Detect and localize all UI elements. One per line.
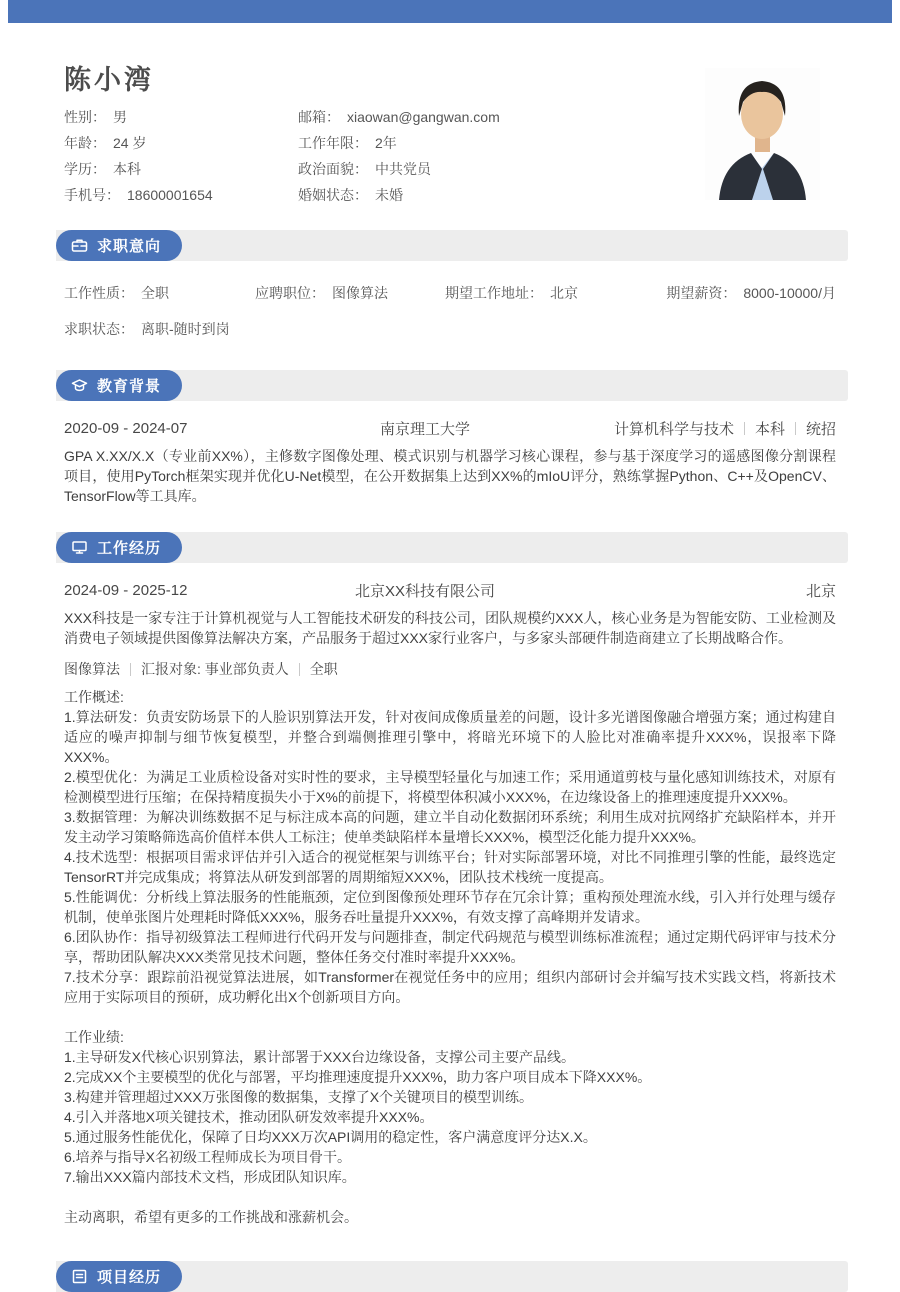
overview-item: 1.算法研发：负责安防场景下的人脸识别算法开发，针对夜间成像质量差的问题，设计多光谱图像融合增强方案；通过构建自适应的噪声抑制与细节恢复模型，并整合到端侧推理引擎中，将暗光环境下的人脸比对准确率提升XXX%，误报率下降XXX%。	[64, 709, 836, 765]
education-description: GPA X.XX/X.X（专业前XX%），主修数字图像处理、模式识别与机器学习核心课程，参与基于深度学习的遥感图像分割课程项目，使用PyTorch框架实现并优化U-Net模型，在公开数据集上达到XX%的mIoU评分，熟练掌握Python、C++及OpenCV、TensorFlow等工具库。	[64, 448, 836, 504]
field-label: 期望工作地址：	[445, 285, 543, 301]
achievement-item: 3.构建并管理超过XXX万张图像的数据集，支撑了X个关键项目的模型训练。	[64, 1089, 534, 1105]
basic-info-grid	[64, 104, 624, 208]
info-label: 婚姻状态：	[298, 187, 368, 203]
graduation-cap-icon	[71, 377, 88, 394]
education-major: 计算机科学与技术	[613, 421, 734, 438]
work-description	[64, 687, 836, 1227]
section-title: 工作经历	[97, 540, 162, 557]
info-value: 24 岁	[113, 135, 147, 151]
info-label: 手机号：	[64, 187, 120, 203]
section-work-band	[56, 532, 848, 563]
field-value: 北京	[550, 285, 578, 301]
info-label: 学历：	[64, 161, 106, 177]
info-work-years	[298, 130, 624, 156]
info-phone	[64, 182, 298, 208]
section-projects-pill	[56, 1261, 182, 1292]
document-icon	[71, 1268, 88, 1285]
info-value: 未婚	[375, 187, 403, 203]
overview-item: 4.技术选型：根据项目需求评估并引入适合的视觉框架与训练平台；针对实际部署环境，对比不同推理引擎的性能，最终选定TensorRT并完成集成；将算法从研发到部署的周期缩短XXX%，团队技术栈统一度提高。	[64, 849, 836, 885]
candidate-name: 陈小湾	[64, 65, 154, 95]
work-position: 图像算法	[64, 661, 120, 677]
info-label: 性别：	[64, 109, 106, 125]
info-value: xiaowan@gangwan.com	[347, 109, 500, 125]
achievements-label: 工作业绩:	[64, 1029, 124, 1045]
work-type: 全职	[309, 661, 338, 677]
section-education-band	[56, 370, 848, 401]
info-value: 中共党员	[375, 161, 431, 177]
top-accent-bar	[8, 0, 892, 23]
achievement-item: 1.主导研发X代核心识别算法，累计部署于XXX台边缘设备，支撑公司主要产品线。	[64, 1049, 576, 1065]
profile-photo	[705, 68, 820, 200]
field-job-status	[64, 319, 230, 339]
overview-label: 工作概述:	[64, 689, 124, 705]
overview-item: 6.团队协作：指导初级算法工程师进行代码开发与问题排查，制定代码规范与模型训练标准流程；通过定期代码评审与技术分享，帮助团队解决XXX类常见技术问题，整体任务交付准时率提升XXX%。	[64, 929, 836, 965]
monitor-icon	[71, 539, 88, 556]
info-education-level	[64, 156, 298, 182]
section-title: 项目经历	[97, 1269, 162, 1286]
education-meta	[556, 418, 836, 439]
job-intent-row-1	[64, 283, 836, 303]
education-entry-row	[64, 418, 836, 439]
work-entry-row	[64, 580, 836, 601]
overview-item: 3.数据管理：为解决训练数据不足与标注成本高的问题，建立半自动化数据闭环系统；利用生成对抗网络扩充缺陷样本，并开发主动学习策略筛选高价值样本供人工标注；使单类缺陷样本量增长XXX%，模型泛化能力提升XXX%。	[64, 809, 836, 845]
overview-item: 5.性能调优：分析线上算法服务的性能瓶颈，定位到图像预处理环节存在冗余计算；重构预处理流水线，引入并行处理与缓存机制，使单张图片处理耗时降低XXX%，服务吞吐量提升XXX%，有效支撑了高峰期并发请求。	[64, 889, 836, 925]
divider	[130, 663, 131, 676]
info-value: 2年	[375, 135, 397, 151]
info-gender	[64, 104, 298, 130]
info-value: 18600001654	[127, 187, 213, 203]
work-company: 北京XX科技有限公司	[354, 583, 495, 600]
achievement-item: 5.通过服务性能优化，保障了日均XXX万次API调用的稳定性，客户满意度评分达X.X。	[64, 1129, 597, 1145]
section-title: 求职意向	[97, 238, 162, 255]
info-political-status	[298, 156, 624, 182]
field-value: 全职	[141, 285, 169, 301]
divider	[744, 422, 745, 435]
field-label: 求职状态：	[64, 321, 134, 337]
info-label: 年龄：	[64, 135, 106, 151]
work-location: 北京	[805, 583, 836, 600]
info-label: 工作年限：	[298, 135, 368, 151]
leaving-reason: 主动离职，希望有更多的工作挑战和涨薪机会。	[64, 1209, 358, 1225]
achievement-item: 6.培养与指导X名初级工程师成长为项目骨干。	[64, 1149, 352, 1165]
field-target-position	[255, 283, 445, 303]
section-job-intent-band	[56, 230, 848, 261]
briefcase-icon	[71, 237, 88, 254]
field-label: 期望薪资：	[666, 285, 737, 301]
info-value: 本科	[113, 161, 141, 177]
section-job-intent-pill	[56, 230, 182, 261]
education-admission: 统招	[805, 421, 836, 438]
field-value: 8000-10000/月	[743, 285, 836, 301]
education-degree: 本科	[754, 421, 785, 438]
overview-item: 2.模型优化：为满足工业质检设备对实时性的要求，主导模型轻量化与加速工作；采用通道剪枝与量化感知训练技术，对原有检测模型进行压缩；在保持精度损失小于X%的前提下，将模型体积减小XXX%，在边缘设备上的推理速度提升XXX%。	[64, 769, 836, 805]
portrait-illustration	[705, 68, 820, 200]
work-role-row	[64, 659, 338, 679]
info-marital-status	[298, 182, 624, 208]
info-email	[298, 104, 624, 130]
section-projects-band	[56, 1261, 848, 1292]
achievement-item: 2.完成XX个主要模型的优化与部署，平均推理速度提升XXX%，助力客户项目成本下降XXX%。	[64, 1069, 652, 1085]
section-title: 教育背景	[97, 378, 162, 395]
info-value: 男	[113, 109, 127, 125]
info-label: 政治面貌：	[298, 161, 368, 177]
achievement-item: 7.输出XXX篇内部技术文档，形成团队知识库。	[64, 1169, 356, 1185]
field-label: 工作性质：	[64, 285, 134, 301]
education-date: 2020-09 - 2024-07	[64, 420, 188, 437]
overview-item: 7.技术分享：跟踪前沿视觉算法进展，如Transformer在视觉任务中的应用；组织内部研讨会并编写技术实践文档，将新技术应用于实际项目的预研，成功孵化出X个创新项目方向。	[64, 969, 836, 1005]
field-value: 离职-随时到岗	[141, 321, 230, 337]
field-target-location	[445, 283, 660, 303]
field-job-nature	[64, 283, 255, 303]
company-intro: XXX科技是一家专注于计算机视觉与人工智能技术研发的科技公司，团队规模约XXX人，核心业务是为智能安防、工业检测及消费电子领域提供图像算法解决方案，产品服务于超过XXX家行业客户，与多家头部硬件制造商建立了长期战略合作。	[64, 610, 836, 646]
section-work-pill	[56, 532, 182, 563]
section-education-pill	[56, 370, 182, 401]
achievement-item: 4.引入并落地X项关键技术，推动团队研发效率提升XXX%。	[64, 1109, 434, 1125]
work-report-to: 汇报对象: 事业部负责人	[141, 661, 289, 677]
education-school: 南京理工大学	[379, 421, 470, 438]
divider	[299, 663, 300, 676]
divider	[795, 422, 796, 435]
field-expected-salary	[666, 283, 836, 303]
job-intent-row-2	[64, 319, 836, 339]
info-age	[64, 130, 298, 156]
work-date: 2024-09 - 2025-12	[64, 582, 188, 599]
field-label: 应聘职位：	[255, 285, 325, 301]
info-label: 邮箱：	[298, 109, 340, 125]
field-value: 图像算法	[332, 285, 388, 301]
